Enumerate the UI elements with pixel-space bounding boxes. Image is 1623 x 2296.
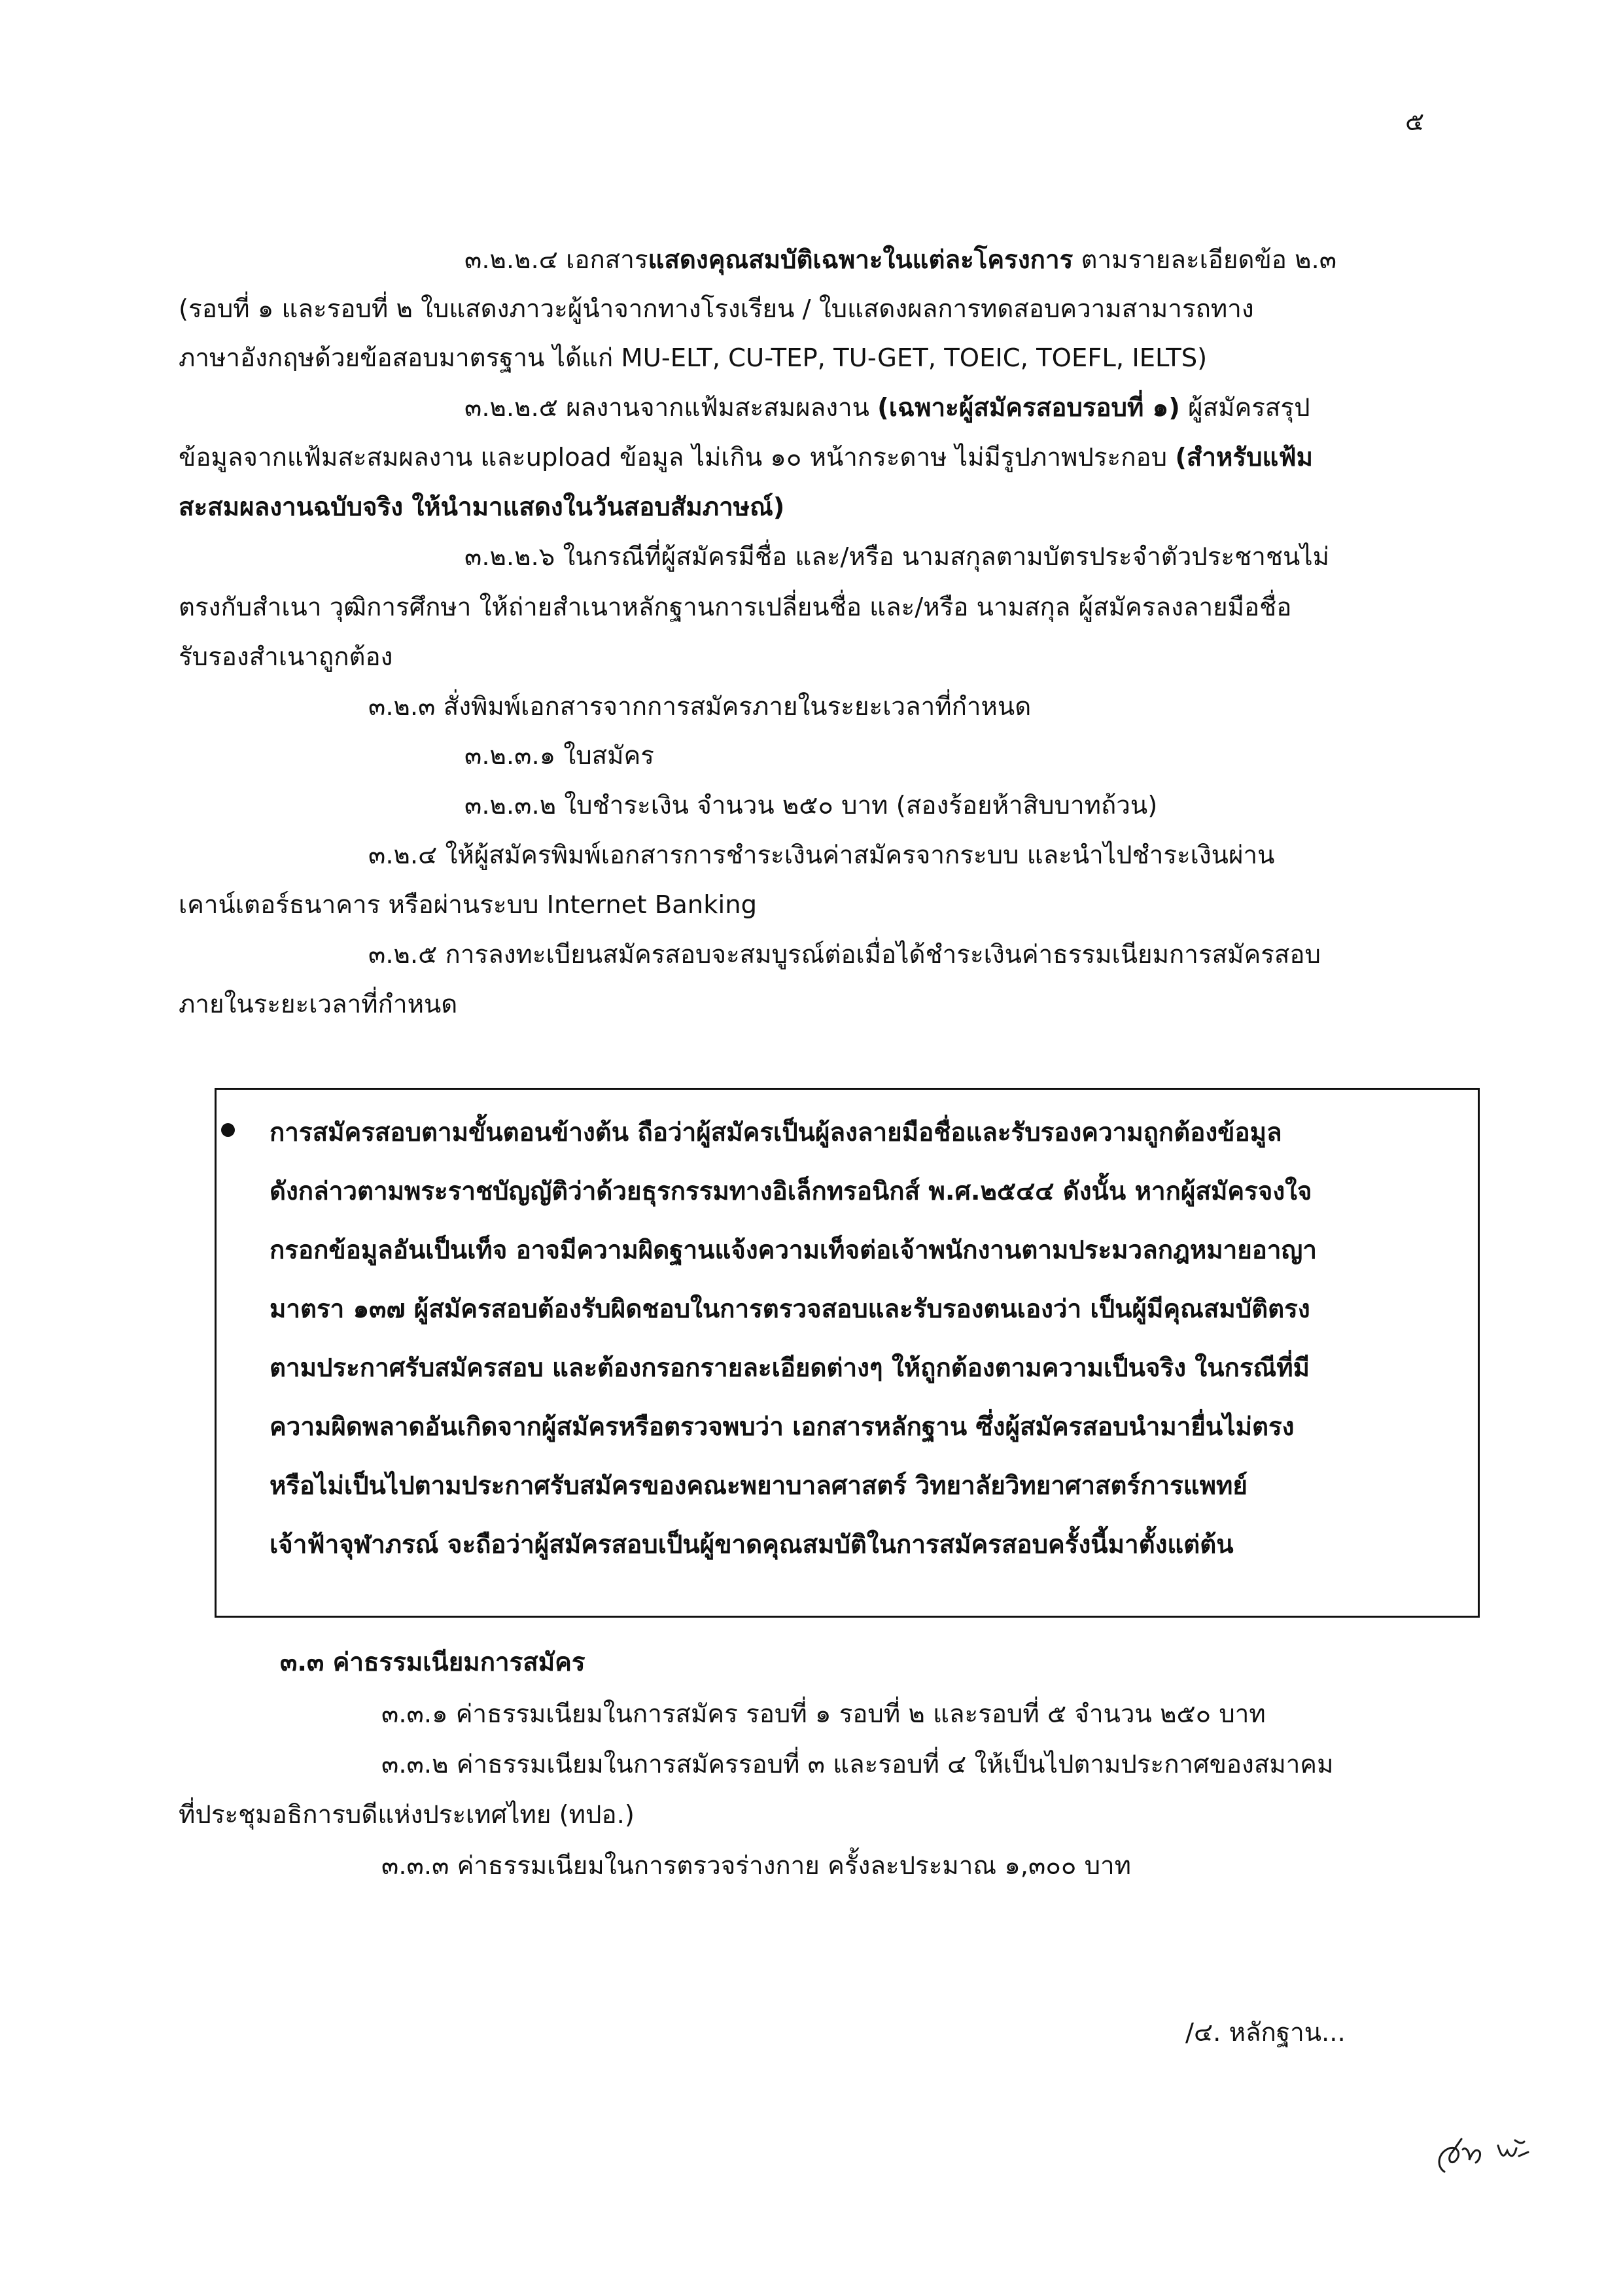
fees-item-1: ๓.๓.๑ ค่าธรรมเนียมในการสมัคร รอบที่ ๑ รอบที่ ๒ และรอบที่ ๕ จำนวน ๒๕๐ บาท (381, 1699, 1266, 1729)
item-3-2-2-4-number: ๓.๒.๒.๔ (464, 245, 558, 275)
item-3-2-2-5-line2-bold: (สำหรับแฟ้ม (1175, 443, 1313, 472)
item-3-2-5-line1: ๓.๒.๕ การลงทะเบียนสมัครสอบจะสมบูรณ์ต่อเมื่อได้ชำระเงินค่าธรรมเนียมการสมัครสอบ (368, 940, 1321, 969)
item-3-2-2-4-bold: แสดงคุณสมบัติเฉพาะในแต่ละโครงการ (648, 245, 1073, 275)
signature-initials (1433, 2126, 1550, 2185)
item-3-2-2-6-line3: รับรองสำเนาถูกต้อง (179, 642, 393, 672)
fees-heading: ๓.๓ ค่าธรรมเนียมการสมัคร (280, 1648, 585, 1677)
page-number: ๕ (1405, 107, 1425, 137)
item-3-2-2-6-line2: ตรงกับสำเนา วุฒิการศึกษา ให้ถ่ายสำเนาหลักฐานการเปลี่ยนชื่อ และ/หรือ นามสกุล ผู้สมัครลงลายมือชื่อ (179, 593, 1292, 622)
item-3-2-3: ๓.๒.๓ สั่งพิมพ์เอกสารจากการสมัครภายในระยะเวลาที่กำหนด (368, 692, 1032, 722)
fees-item-2-line1: ๓.๓.๒ ค่าธรรมเนียมในการสมัครรอบที่ ๓ และรอบที่ ๔ ให้เป็นไปตามประกาศของสมาคม (381, 1750, 1334, 1779)
item-3-2-3-2: ๓.๒.๓.๒ ใบชำระเงิน จำนวน ๒๕๐ บาท (สองร้อยห้าสิบบาทถ้วน) (464, 791, 1158, 820)
notice-line: ความผิดพลาดอันเกิดจากผู้สมัครหรือตรวจพบว่า เอกสารหลักฐาน ซึ่งผู้สมัครสอบนำมายื่นไม่ตรง (270, 1412, 1295, 1442)
item-3-2-2-4-line2: (รอบที่ ๑ และรอบที่ ๒ ใบแสดงภาวะผู้นำจากทางโรงเรียน / ใบแสดงผลการทดสอบความสามารถทาง (179, 294, 1254, 324)
bullet-icon (221, 1123, 235, 1137)
item-3-2-2-4-text: เอกสาร (557, 245, 648, 275)
item-3-2-2-5-line2-text: ข้อมูลจากแฟ้มสะสมผลงาน และupload ข้อมูล ไม่เกิน ๑๐ หน้ากระดาษ ไม่มีรูปภาพประกอบ (179, 443, 1176, 472)
item-3-2-4-line2: เคาน์เตอร์ธนาคาร หรือผ่านระบบ Internet Banking (179, 890, 758, 920)
continuation-note: /๔. หลักฐาน... (1185, 2018, 1346, 2047)
item-3-2-2-5-heading (464, 387, 1310, 427)
item-3-2-2-4-rest: ตามรายละเอียดข้อ ๒.๓ (1073, 245, 1337, 275)
notice-line: ตามประกาศรับสมัครสอบ และต้องกรอกรายละเอียดต่างๆ ให้ถูกต้องตามความเป็นจริง ในกรณีที่มี (270, 1353, 1310, 1383)
item-3-2-2-5-rest: ผู้สมัครสรุป (1179, 393, 1310, 423)
fees-item-2-line2: ที่ประชุมอธิการบดีแห่งประเทศไทย (ทปอ.) (179, 1800, 635, 1830)
item-3-2-5-line2: ภายในระยะเวลาที่กำหนด (179, 990, 458, 1019)
item-3-2-2-5-bold: (เฉพาะผู้สมัครสอบรอบที่ ๑) (877, 393, 1180, 423)
notice-line: ดังกล่าวตามพระราชบัญญัติว่าด้วยธุรกรรมทางอิเล็กทรอนิกส์ พ.ศ.๒๕๔๔ ดังนั้น หากผู้สมัครจงใจ (270, 1177, 1312, 1206)
item-3-2-3-1: ๓.๒.๓.๑ ใบสมัคร (464, 741, 654, 771)
notice-line: หรือไม่เป็นไปตามประกาศรับสมัครของคณะพยาบาลศาสตร์ วิทยาลัยวิทยาศาสตร์การแพทย์ (270, 1471, 1248, 1501)
item-3-2-2-4-line3: ภาษาอังกฤษด้วยข้อสอบมาตรฐาน ได้แก่ MU-ELT, CU-TEP, TU-GET, TOEIC, TOEFL, IELTS) (179, 343, 1208, 373)
item-3-2-2-4-heading (464, 239, 1336, 279)
notice-line: การสมัครสอบตามขั้นตอนข้างต้น ถือว่าผู้สมัครเป็นผู้ลงลายมือชื่อและรับรองความถูกต้องข้อมูล (270, 1118, 1282, 1147)
item-3-2-2-5-line3: สะสมผลงานฉบับจริง ให้นำมาแสดงในวันสอบสัมภาษณ์) (179, 493, 785, 522)
notice-line: เจ้าฟ้าจุฬาภรณ์ จะถือว่าผู้สมัครสอบเป็นผู้ขาดคุณสมบัติในการสมัครสอบครั้งนี้มาตั้งแต่ต้น (270, 1530, 1234, 1559)
item-3-2-4-line1: ๓.๒.๔ ให้ผู้สมัครพิมพ์เอกสารการชำระเงินค่าสมัครจากระบบ และนำไปชำระเงินผ่าน (368, 841, 1275, 870)
notice-line: กรอกข้อมูลอันเป็นเท็จ อาจมีความผิดฐานแจ้งความเท็จต่อเจ้าพนักงานตามประมวลกฎหมายอาญา (270, 1236, 1317, 1265)
fees-item-3: ๓.๓.๓ ค่าธรรมเนียมในการตรวจร่างกาย ครั้งละประมาณ ๑,๓๐๐ บาท (381, 1851, 1132, 1881)
item-3-2-2-6-line1: ๓.๒.๒.๖ ในกรณีที่ผู้สมัครมีชื่อ และ/หรือ นามสกุลตามบัตรประจำตัวประชาชนไม่ (464, 542, 1330, 572)
item-3-2-2-5-line2 (179, 437, 1313, 477)
notice-line: มาตรา ๑๓๗ ผู้สมัครสอบต้องรับผิดชอบในการตรวจสอบและรับรองตนเองว่า เป็นผู้มีคุณสมบัติตรง (270, 1295, 1310, 1324)
item-3-2-2-5-text: ๓.๒.๒.๕ ผลงานจากแฟ้มสะสมผลงาน (464, 393, 878, 423)
